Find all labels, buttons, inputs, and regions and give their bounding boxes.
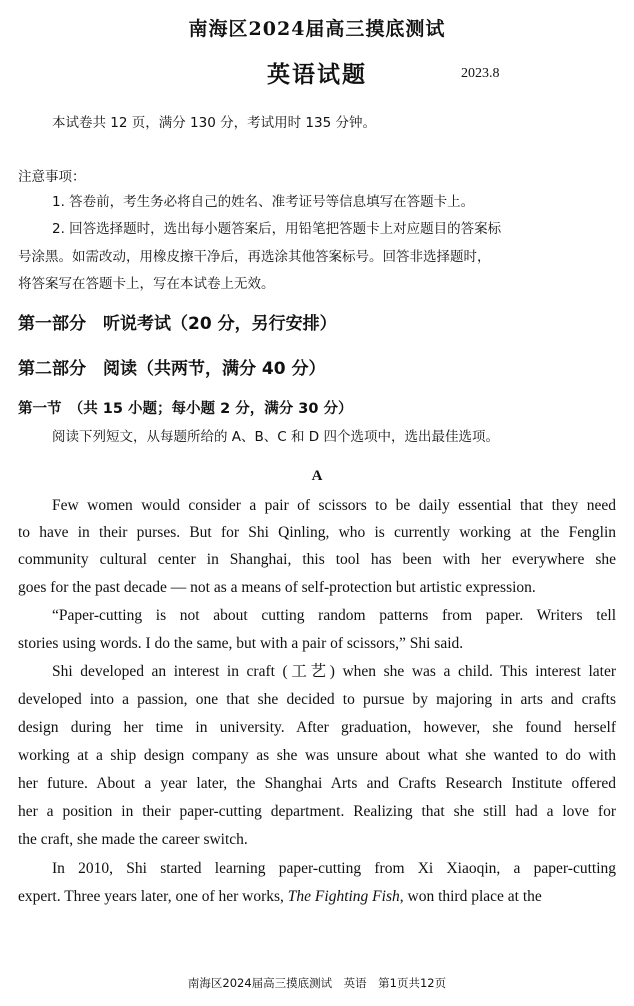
notes-title: 注意事项： bbox=[18, 169, 86, 185]
part-1-heading: 第一部分 听说考试（20 分，另行安排） bbox=[18, 314, 337, 334]
reading-instruction: 阅读下列短文，从每题所给的 A、B、C 和 D 四个选项中，选出最佳选项。 bbox=[52, 429, 499, 445]
passage-line: In 2010, Shi started learning paper-cutting from Xi Xiaoqin, a paper-cutting bbox=[52, 860, 616, 877]
passage-line-with-title bbox=[18, 887, 616, 907]
passage-label: A bbox=[311, 468, 323, 484]
passage-line: goes for the past decade — not as a means of self-protection but artistic expression. bbox=[18, 579, 536, 596]
note-item-2-line-1: 2. 回答选择题时，选出每小题答案后，用铅笔把答题卡上对应题目的答案标 bbox=[52, 221, 502, 237]
passage-line: “Paper-cutting is not about cutting random patterns from paper. Writers tell bbox=[52, 607, 616, 624]
passage-line: her a position in their paper-cutting department. Realizing that she still had a love for bbox=[18, 803, 616, 820]
passage-line: working at a ship design company as she was unsure about what she wanted to do with bbox=[18, 747, 616, 764]
passage-line: Shi developed an interest in craft (工艺) when she was a child. This interest later bbox=[52, 663, 616, 680]
page-footer: 南海区2024届高三摸底测试 英语 第1页共12页 bbox=[187, 976, 447, 990]
section-1-heading: 第一节 （共 15 小题；每小题 2 分，满分 30 分） bbox=[18, 401, 353, 417]
passage-text: , won third place at the bbox=[399, 888, 542, 905]
note-item-2-line-2: 号涂黑。如需改动，用橡皮擦干净后，再选涂其他答案标号。回答非选择题时， bbox=[18, 249, 491, 265]
note-item-1: 1. 答卷前，考生务必将自己的姓名、准考证号等信息填写在答题卡上。 bbox=[52, 194, 475, 210]
passage-line: community cultural center in Shanghai, this tool has been with her everywhere she bbox=[18, 551, 616, 568]
intro-text: 本试卷共 12 页，满分 130 分，考试用时 135 分钟。 bbox=[52, 115, 376, 131]
exam-title: 南海区2024届高三摸底测试 bbox=[188, 18, 446, 40]
passage-line: developed into a passion, one that she decided to pursue by majoring in arts and crafts bbox=[18, 691, 616, 708]
passage-text: expert. Three years later, one of her works, bbox=[18, 888, 284, 905]
passage-line: Few women would consider a pair of scissors to be daily essential that they need bbox=[52, 497, 616, 514]
passage-line: to have in their purses. But for Shi Qinling, who is currently working at the Fenglin bbox=[18, 524, 616, 541]
passage-line: design during her time in university. After graduation, however, she found herself bbox=[18, 719, 616, 736]
part-2-heading: 第二部分 阅读（共两节，满分 40 分） bbox=[18, 359, 326, 379]
artwork-title: The Fighting Fish bbox=[287, 888, 400, 905]
passage-line: her future. About a year later, the Shanghai Arts and Crafts Research Institute offered bbox=[18, 775, 616, 792]
passage-line: the craft, she made the career switch. bbox=[18, 831, 248, 848]
exam-date: 2023.8 bbox=[461, 66, 500, 81]
subject-title: 英语试题 bbox=[267, 61, 367, 88]
passage-line: stories using words. I do the same, but with a pair of scissors,” Shi said. bbox=[18, 635, 464, 652]
note-item-2-line-3: 将答案写在答题卡上，写在本试卷上无效。 bbox=[18, 276, 275, 292]
